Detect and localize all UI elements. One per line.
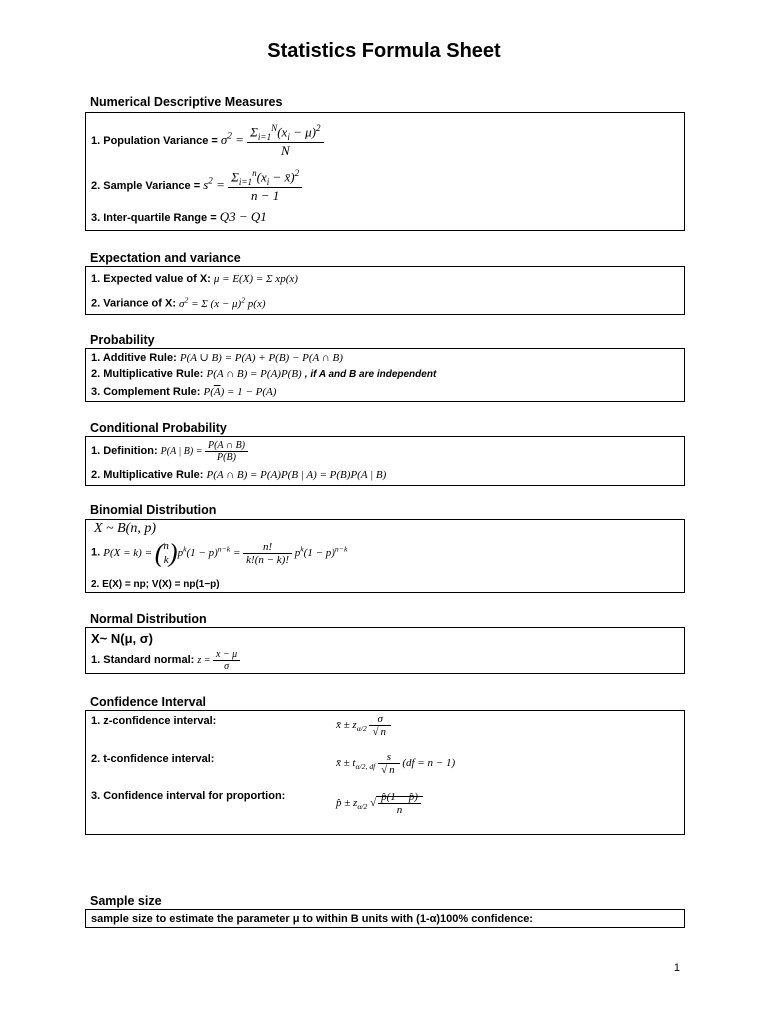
section-heading-probability: Probability <box>90 333 155 347</box>
conditional-mult-formula: P(A ∩ B) = P(A)P(B | A) = P(B)P(A | B) <box>206 469 387 481</box>
additive-rule-label: 1. Additive Rule: <box>91 352 177 364</box>
sample-variance-row <box>91 168 302 204</box>
complement-rule-label: 3. Complement Rule: <box>91 386 201 398</box>
sample-size-text: sample size to estimate the parameter μ to within B units with (1-α)100% confidence: <box>91 913 533 925</box>
additive-rule-row <box>91 351 343 364</box>
section-heading-conditional: Conditional Probability <box>90 421 227 435</box>
proportion-ci-label: 3. Confidence interval for proportion: <box>91 790 286 802</box>
sample-variance-label: 2. Sample Variance = <box>91 179 201 192</box>
complement-rule-row <box>91 386 276 398</box>
definition-label: 1. Definition: <box>91 444 158 457</box>
section-heading-binomial: Binomial Distribution <box>90 503 217 517</box>
binomial-item-number: 1. <box>91 546 101 559</box>
expected-value-row <box>91 273 298 285</box>
complement-rule-formula: $P(\overline{A}) = 1 - P(A)$ <box>203 386 277 398</box>
sample-size-box <box>85 909 685 928</box>
multiplicative-rule-formula: P(A ∩ B) = P(A)P(B) <box>206 368 302 380</box>
confidence-box <box>85 710 685 835</box>
standard-normal-formula: z = $\frac{x - \mu}{\sigma}$ <box>197 655 240 666</box>
population-variance-formula: $\sigma^2$ = $\frac{\Sigma_{i=1}^N(x_i - \mu)^2}{N}$ <box>221 132 324 147</box>
probability-box <box>85 348 685 402</box>
z-ci-label: 1. z-confidence interval: <box>91 715 217 727</box>
binomial-mean-variance: 2. E(X) = np; V(X) = np(1−p) <box>91 579 220 590</box>
variance-x-label: 2. Variance of X: <box>91 297 176 310</box>
section-heading-numerical: Numerical Descriptive Measures <box>90 95 283 109</box>
iqr-label: 3. Inter-quartile Range = <box>91 212 217 224</box>
definition-formula: P(A | B) = $\frac{P(A \cap B)}{P(B)}$ <box>161 446 248 457</box>
conditional-mult-label: 2. Multiplicative Rule: <box>91 469 204 481</box>
standard-normal-row <box>91 649 240 672</box>
definition-row <box>91 440 248 463</box>
binomial-box <box>85 519 685 593</box>
t-ci-formula: x̄ ± $t_{\alpha/2, df}$ $\frac{s}{√ n}$ (df = n − 1) <box>336 751 456 776</box>
multiplicative-rule-row <box>91 368 436 380</box>
section-heading-confidence: Confidence Interval <box>90 695 206 709</box>
normal-dist: X~ N(μ, σ) <box>91 631 153 646</box>
section-heading-normal: Normal Distribution <box>90 612 207 626</box>
sample-variance-formula: $s^2$ = $\frac{\Sigma_{i=1}^n(x_i - x̄)^2}{n - 1}$ <box>203 177 302 192</box>
binomial-pmf-formula: P(X = k) = (n $k)p^k(1 - p)^{n-k}$ = $\frac{n!}{k!(n - k)!}$ $p^k(1 - p)^{n-k}$ <box>103 538 348 567</box>
iqr-row <box>91 209 267 225</box>
t-ci-label: 2. t-confidence interval: <box>91 753 215 765</box>
normal-box <box>85 627 685 674</box>
expected-value-formula: μ = E(X) = Σ xp(x) <box>213 273 298 285</box>
z-ci-formula: x̄ ± $z_{\alpha/2}$ $\frac{\sigma}{√ n}$ <box>336 713 391 738</box>
numerical-box <box>85 112 685 231</box>
expected-value-label: 1. Expected value of X: <box>91 273 211 285</box>
section-heading-sample-size: Sample size <box>90 894 162 908</box>
population-variance-label: 1. Population Variance = <box>91 134 218 147</box>
expectation-box <box>85 266 685 315</box>
page-title: Statistics Formula Sheet <box>267 40 501 62</box>
page-number: 1 <box>673 962 680 974</box>
conditional-box <box>85 436 685 486</box>
population-variance-row <box>91 123 324 159</box>
variance-x-row <box>91 295 266 310</box>
additive-rule-formula: P(A ∪ B) = P(A) + P(B) − P(A ∩ B) <box>179 352 343 364</box>
multiplicative-rule-label: 2. Multiplicative Rule: <box>91 368 204 380</box>
conditional-mult-row <box>91 469 386 481</box>
section-heading-expectation: Expectation and variance <box>90 251 241 265</box>
binomial-pmf-row <box>91 538 347 568</box>
binomial-dist: X ~ B(n, p) <box>94 521 157 536</box>
iqr-formula: Q3 − Q1 <box>219 209 267 224</box>
variance-x-formula: $\sigma^2 = \Sigma$ $(x - \mu)^2$ p(x) <box>179 295 266 310</box>
proportion-ci-formula: p̂ ± $z_{\alpha/2}$ √ $\frac{p̂(1 - p̂)}{n}$ <box>336 791 423 816</box>
standard-normal-label: 1. Standard normal: <box>91 653 195 666</box>
independence-note: , if A and B are independent <box>304 369 437 380</box>
